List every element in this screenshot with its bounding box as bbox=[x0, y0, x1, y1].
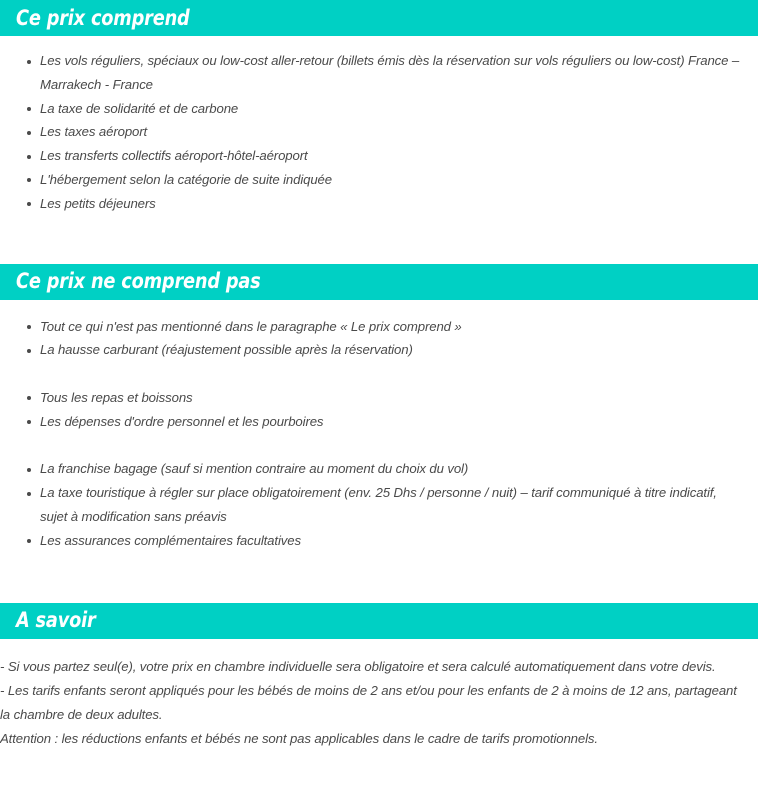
section-header-good-to-know bbox=[0, 603, 758, 639]
section-title-good-to-know: A savoir bbox=[16, 608, 96, 633]
list-item-text: Les assurances complémentaires facultatives bbox=[40, 532, 301, 548]
list-item bbox=[0, 410, 758, 434]
section-header-not-included bbox=[0, 264, 758, 300]
list-item bbox=[0, 457, 758, 481]
list-item-text: Les petits déjeuners bbox=[40, 195, 156, 211]
list-item bbox=[0, 168, 758, 192]
section-spacer bbox=[0, 553, 758, 603]
list-item bbox=[0, 481, 758, 529]
list-item bbox=[0, 315, 758, 339]
section-title-not-included: Ce prix ne comprend pas bbox=[16, 269, 261, 294]
list-item-text: Les dépenses d'ordre personnel et les pourboires bbox=[40, 413, 324, 429]
list-item bbox=[0, 192, 758, 216]
list-item-text: La hausse carburant (réajustement possible après la réservation) bbox=[40, 342, 413, 358]
list-item bbox=[0, 529, 758, 553]
list-item-text: Les transferts collectifs aéroport-hôtel-aéroport bbox=[40, 148, 308, 164]
note-line: - Les tarifs enfants seront appliqués pour les bébés de moins de 2 ans et/ou pour les enfants de 2 à moins de 12 ans, partageant la chambre de deux adultes. bbox=[0, 682, 737, 722]
list-item bbox=[0, 386, 758, 410]
section-header-included bbox=[0, 0, 758, 36]
good-to-know-notes bbox=[0, 655, 758, 751]
list-item bbox=[0, 97, 758, 121]
list-item-text: Tout ce qui n'est pas mentionné dans le paragraphe « Le prix comprend » bbox=[40, 318, 462, 334]
list-item-text: La taxe de solidarité et de carbone bbox=[40, 100, 239, 116]
list-item bbox=[0, 144, 758, 168]
list-item-text: Les vols réguliers, spéciaux ou low-cost aller-retour (billets émis dès la réservation sur vols réguliers ou low-cost) France – Marrakech - France bbox=[40, 53, 740, 92]
not-included-list bbox=[0, 315, 758, 553]
section-spacer bbox=[0, 216, 758, 264]
list-item-text: Les taxes aéroport bbox=[40, 124, 148, 140]
list-item-text: La taxe touristique à régler sur place obligatoirement (env. 25 Dhs / personne / nuit) – tarif communiqué à titre indicatif, sujet à modification sans préavis bbox=[40, 485, 717, 524]
list-item bbox=[0, 338, 758, 362]
list-item bbox=[0, 120, 758, 144]
list-item-text: La franchise bagage (sauf si mention contraire au moment du choix du vol) bbox=[40, 461, 469, 477]
section-title-included: Ce prix comprend bbox=[16, 5, 190, 30]
note-line: Attention : les réductions enfants et bébés ne sont pas applicables dans le cadre de tarifs promotionnels. bbox=[0, 730, 598, 746]
list-item-text: L'hébergement selon la catégorie de suite indiquée bbox=[40, 171, 332, 187]
note-line: - Si vous partez seul(e), votre prix en chambre individuelle sera obligatoire et sera calculé automatiquement dans votre devis. bbox=[0, 658, 716, 674]
included-list bbox=[0, 49, 758, 216]
list-item-text: Tous les repas et boissons bbox=[40, 389, 193, 405]
list-item bbox=[0, 49, 758, 97]
